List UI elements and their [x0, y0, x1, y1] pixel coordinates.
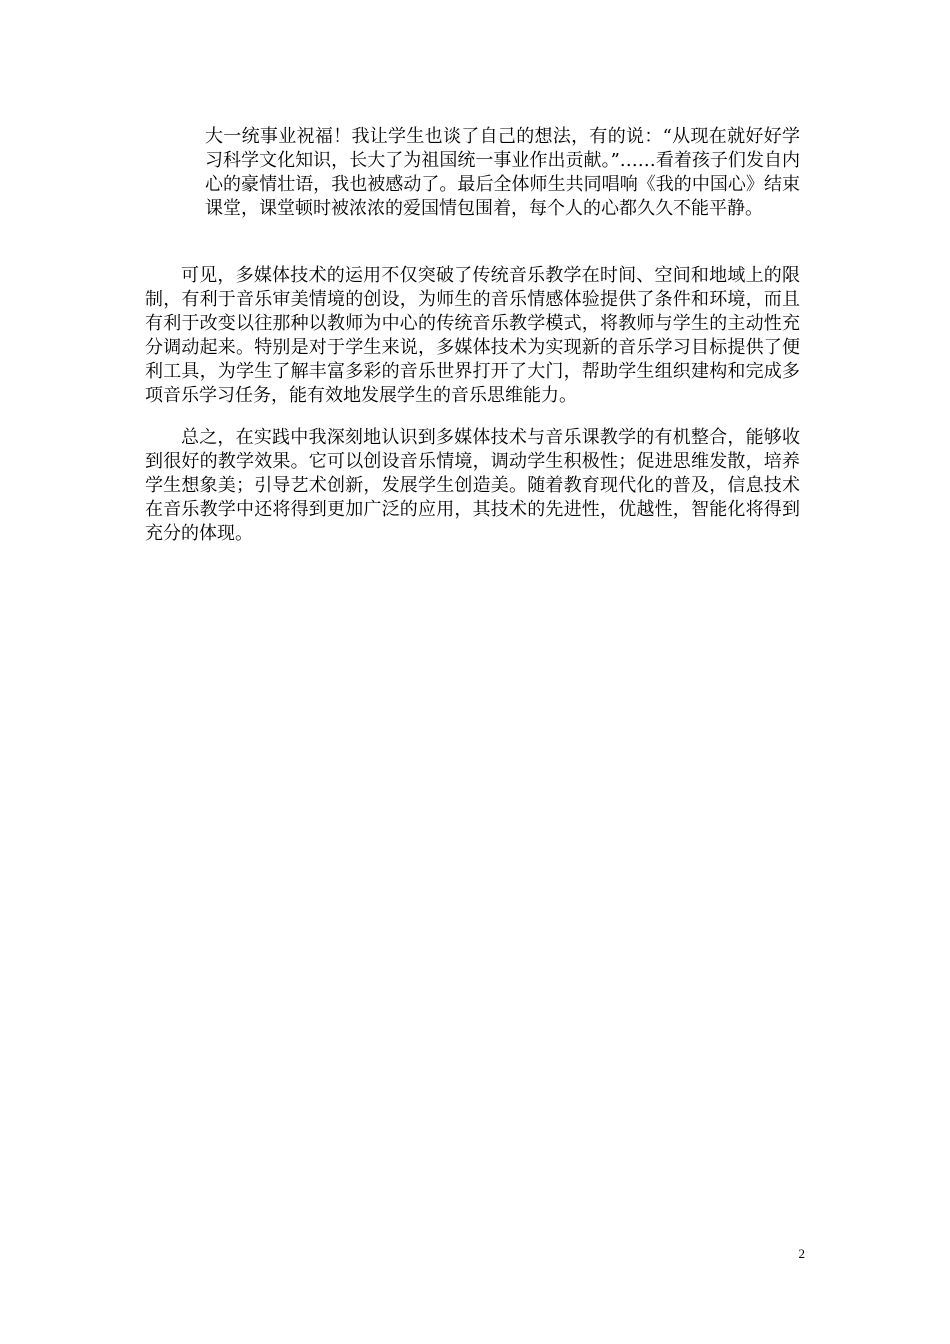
quote-paragraph: 大一统事业祝福！我让学生也谈了自己的想法，有的说：“从现在就好好学习科学文化知识，长大了为祖国统一事业作出贡献。”……看着孩子们发自内心的豪情壮语，我也被感动了。最后全体师生共同唱响《我的中国心》结束课堂，课堂顿时被浓浓的爱国情包围着，每个人的心都久久不能平静。 [205, 126, 800, 219]
body-paragraph-conclusion-1: 可见，多媒体技术的运用不仅突破了传统音乐教学在时间、空间和地域上的限制，有利于音乐审美情境的创设，为师生的音乐情感体验提供了条件和环境，而且有利于改变以往那种以教师为中心的传统音乐教学模式，将教师与学生的主动性充分调动起来。特别是对于学生来说，多媒体技术为实现新的音乐学习目标提供了便利工具，为学生了解丰富多彩的音乐世界打开了大门，帮助学生组织建构和完成多项音乐学习任务，能有效地发展学生的音乐思维能力。 [145, 265, 800, 406]
page-number: 2 [798, 1246, 805, 1261]
body-paragraph-conclusion-2: 总之，在实践中我深刻地认识到多媒体技术与音乐课教学的有机整合，能够收到很好的教学效果。它可以创设音乐情境，调动学生积极性；促进思维发散，培养学生想象美；引导艺术创新，发展学生创造美。随着教育现代化的普及，信息技术在音乐教学中还将得到更加广泛的应用，其技术的先进性，优越性，智能化将得到充分的体现。 [145, 427, 800, 544]
